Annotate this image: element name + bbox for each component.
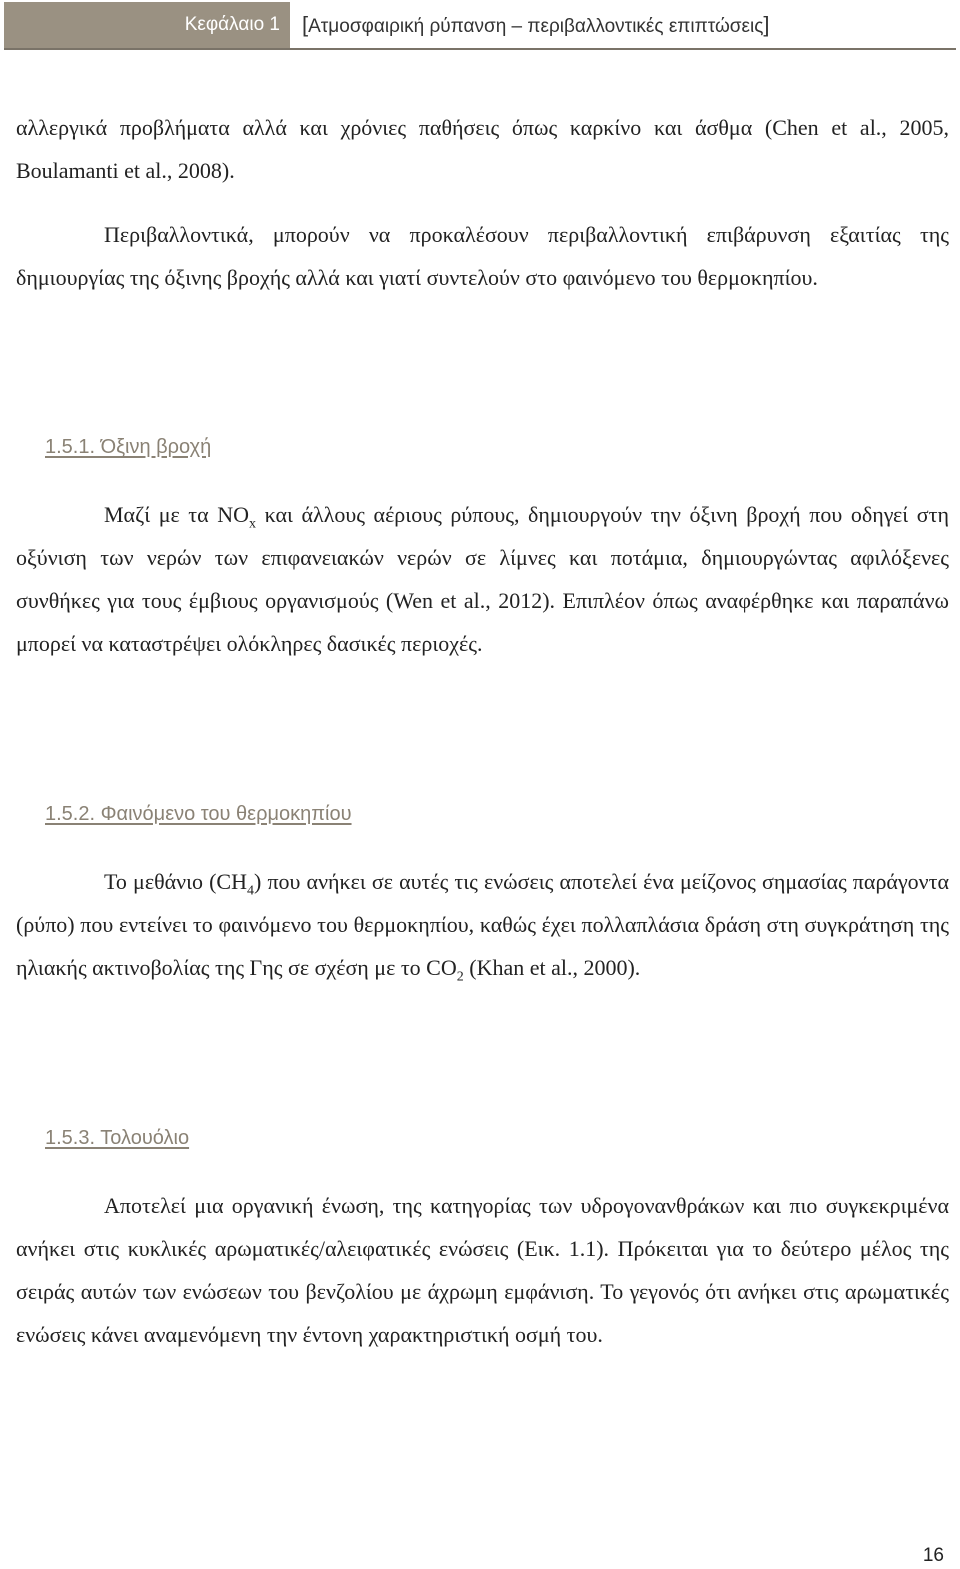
paragraph-text: Μαζί με τα NO — [104, 502, 250, 527]
subscript: 2 — [456, 969, 464, 985]
subscript: 4 — [247, 883, 254, 899]
paragraph-acid-rain — [16, 493, 949, 665]
running-title-text: Ατμοσφαιρική ρύπανση – περιβαλλοντικές επιπτώσεις — [308, 16, 764, 37]
section-heading-toluene: 1.5.3. Τολουόλιο — [45, 1127, 190, 1149]
title-bracket-open: [ — [302, 12, 309, 37]
title-bracket-close: ] — [763, 12, 770, 37]
paragraph-text: αλλεργικά προβλήματα αλλά και χρόνιες παθήσεις όπως καρκίνο και άσθμα (Chen et al., 2005, Boulamanti et al., 2008). — [16, 115, 949, 183]
paragraph-continuation — [16, 106, 949, 192]
paragraph-text: Περιβαλλοντικά, μπορούν να προκαλέσουν περιβαλλοντική επιβάρυνση εξαιτίας της δημιουργίας της όξινης βροχής αλλά και γιατί συντελούν στο φαινόμενο του θερμοκηπίου. — [16, 222, 949, 290]
subscript: x — [249, 516, 257, 532]
paragraph-text: (Khan et al., 2000). — [463, 955, 641, 980]
section-heading-greenhouse: 1.5.2. Φαινόμενο του θερμοκηπίου — [45, 803, 352, 825]
paragraph-greenhouse — [16, 860, 949, 989]
paragraph-toluene — [16, 1184, 949, 1356]
page-header — [4, 2, 956, 50]
paragraph-text: και άλλους αέριους ρύπους, δημιουργούν την όξινη βροχή που οδηγεί στη οξύνιση των νερών των επιφανειακών νερών σε λίμνες και ποτάμια, δημιουργώντας αφιλόξενες συνθήκες για τους έμβιους οργανισμούς (Wen et al., 2012). Επιπλέον όπως αναφέρθηκε και παραπάνω μπορεί να καταστρέψει ολόκληρες δασικές περιοχές. — [16, 502, 949, 656]
paragraph-text: Αποτελεί μια οργανική ένωση, της κατηγορίας των υδρογονανθράκων και πιο συγκεκριμένα ανήκει στις κυκλικές αρωματικές/αλειφατικές ενώσεις (Εικ. 1.1). Πρόκειται για το δεύτερο μέλος της σειράς αυτών των ενώσεων του βενζολίου με άχρωμη εμφάνιση. Το γεγονός ότι ανήκει στις αρωματικές ενώσεις κάνει αναμενόμενη την έντονη χαρακτηριστική οσμή του. — [16, 1193, 949, 1347]
page-number: 16 — [922, 1545, 944, 1566]
chapter-label: Κεφάλαιο 1 — [4, 2, 290, 48]
paragraph-text: Το μεθάνιο (CH — [104, 869, 247, 894]
section-heading-acid-rain: 1.5.1. Όξινη βροχή — [45, 436, 212, 458]
paragraph-environmental — [16, 213, 949, 299]
running-title — [302, 2, 770, 48]
paragraph-text: ) που ανήκει σε αυτές τις ενώσεις αποτελεί ένα μείζονος σημασίας παράγοντα (ρύπο) που εντείνει το φαινόμενο του θερμοκηπίου, καθώς έχει πολλαπλάσια δράση στη συγκράτηση της ηλιακής ακτινοβολίας της Γης σε σχέση με το CO — [16, 869, 949, 980]
